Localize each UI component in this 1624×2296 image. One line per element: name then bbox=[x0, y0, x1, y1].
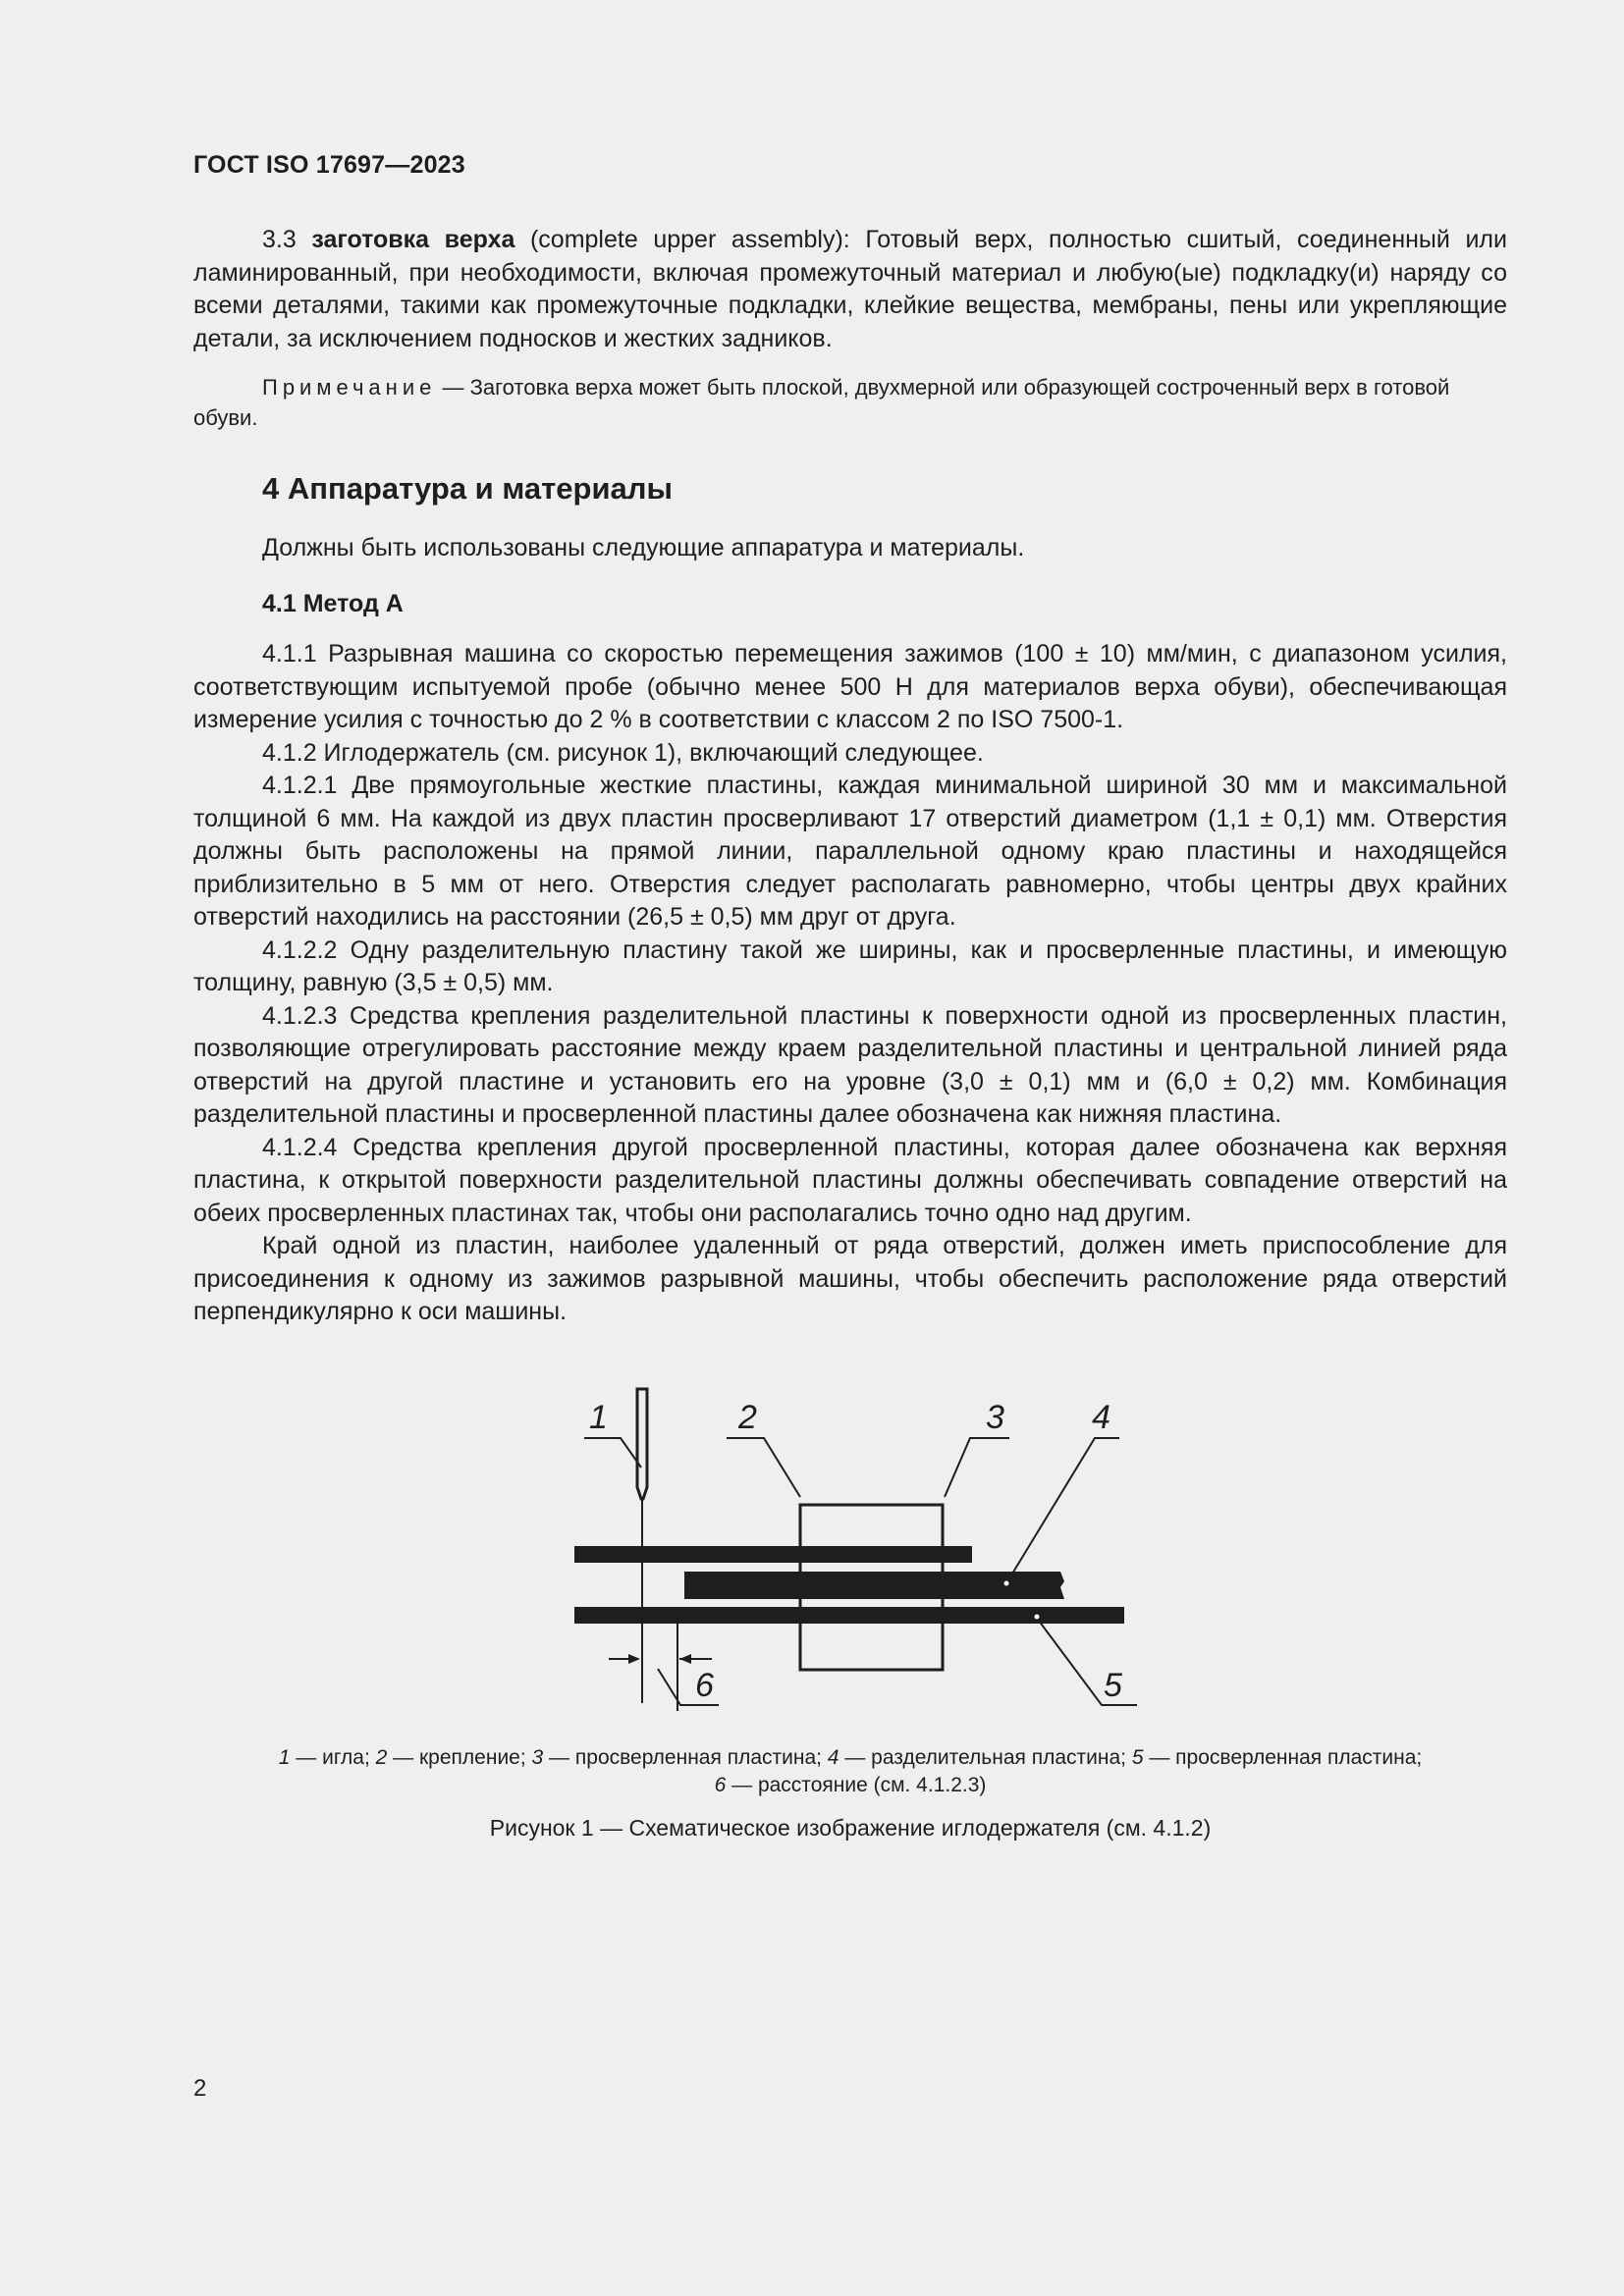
paragraph: 4.1.1 Разрывная машина со скоростью перемещения зажимов (100 ± 10) мм/мин, с диапазоном усилия, соответствующим испытуемой пробе (обычно менее 500 Н для материалов верха обуви), обеспечивающая измерение усилия с точностью до 2 % в соответствии с классом 2 по ISO 7500-1. bbox=[193, 640, 1507, 733]
arrow-head-icon bbox=[679, 1654, 691, 1664]
leader-line-1 bbox=[584, 1438, 641, 1468]
paragraph: 4.1.2.1 Две прямоугольные жесткие пластины, каждая минимальной шириной 30 мм и максимальной толщиной 6 мм. На каждой из двух пластин просверливают 17 отверстий диаметром (1,1 ± 0,1) мм. Отверстия должны быть расположены на прямой линии, параллельной одному краю пластины и находящейся приблизительно в 5 мм от него. Отверстия следует располагать равномерно, чтобы центры двух крайних отверстий находились на расстоянии (26,5 ± 0,5) мм друг от друга. bbox=[193, 772, 1507, 931]
leader-dot bbox=[1004, 1581, 1009, 1586]
figure-label-1: 1 bbox=[589, 1399, 608, 1436]
paragraph: 4.1.2.2 Одну разделительную пластину такой же ширины, как и просверленные пластины, и имеющую толщину, равную (3,5 ± 0,5) мм. bbox=[193, 935, 1507, 996]
needle-holder-diagram bbox=[550, 1369, 1159, 1723]
subsection-title: 4.1 Метод А bbox=[262, 590, 404, 617]
lower-drilled-plate bbox=[574, 1607, 1124, 1624]
paragraph: Край одной из пластин, наиболее удаленный от ряда отверстий, должен иметь приспособление для присоединения к одному из зажимов разрывной машины, чтобы обеспечить расположение ряда отверстий перпендикулярно к оси машины. bbox=[193, 1232, 1507, 1325]
note bbox=[193, 372, 1507, 433]
page-number: 2 bbox=[193, 2075, 207, 2102]
definition-text: (complete upper assembly): Готовый верх, полностью сшитый, соединенный или ламинированный, при необходимости, включая промежуточный материал и любую(ые) подкладку(и) наряду со всеми деталями, такими как промежуточные подкладки, клейкие вещества, мембраны, пены или укрепляющие детали, за исключением подносков и жестких задников. bbox=[193, 226, 1507, 352]
paragraph: 4.1.2 Иглодержатель (см. рисунок 1), включающий следующее. bbox=[262, 738, 984, 767]
arrow-head-icon bbox=[628, 1654, 640, 1664]
leader-line-4 bbox=[1006, 1438, 1119, 1583]
definition-number: 3.3 bbox=[262, 226, 297, 253]
figure-label-3: 3 bbox=[986, 1399, 1004, 1436]
paragraph: 4.1.2.3 Средства крепления разделительной пластины к поверхности одной из просверленных пластин, позволяющие отрегулировать расстояние между краем разделительной пластины и центральной линией ряда отверстий на другой пластине и установить его на уровне (3,0 ± 0,1) мм и (6,0 ± 0,2) мм. Комбинация разделительной пластины и просверленной пластины далее обозначена как нижняя пластина. bbox=[193, 1001, 1507, 1128]
document-header: ГОСТ ISO 17697—2023 bbox=[193, 151, 465, 179]
paragraph: 4.1.2.4 Средства крепления другой просверленной пластины, которая далее обозначена как верхняя пластина, к открытой поверхности разделительной пластины должны обеспечивать совпадение отверстий на обеих просверленных пластинах так, чтобы они располагались точно одно над другим. bbox=[193, 1133, 1507, 1227]
figure-caption: Рисунок 1 — Схематическое изображение иглодержателя (см. 4.1.2) bbox=[489, 1815, 1212, 1841]
section-intro: Должны быть использованы следующие аппаратура и материалы. bbox=[262, 534, 1025, 561]
note-text: — Заготовка верха может быть плоской, двухмерной или образующей состроченный верх в готовой обуви. bbox=[193, 375, 1450, 430]
figure-label-4: 4 bbox=[1092, 1399, 1110, 1436]
upper-drilled-plate bbox=[574, 1546, 972, 1563]
definition-paragraph bbox=[193, 224, 1507, 355]
method-paragraphs bbox=[193, 638, 1507, 1329]
figure-label-6: 6 bbox=[695, 1667, 714, 1704]
figure-label-2: 2 bbox=[738, 1399, 757, 1436]
needle-shape bbox=[637, 1389, 647, 1499]
note-label: Примечание bbox=[262, 375, 437, 400]
leader-line-3 bbox=[945, 1438, 1009, 1497]
definition-term: заготовка верха bbox=[311, 226, 515, 253]
figure-label-5: 5 bbox=[1104, 1667, 1122, 1704]
leader-dot bbox=[1035, 1615, 1040, 1620]
section-title: 4 Аппаратура и материалы bbox=[262, 471, 673, 506]
figure-legend: 1 — игла; 2 — крепление; 3 — просверленная пластина; 4 — разделительная пластина; 5 — просверленная пластина; 6 — расстояние (см. 4.1.2.3) bbox=[278, 1746, 1423, 1796]
leader-line-2 bbox=[727, 1438, 800, 1497]
